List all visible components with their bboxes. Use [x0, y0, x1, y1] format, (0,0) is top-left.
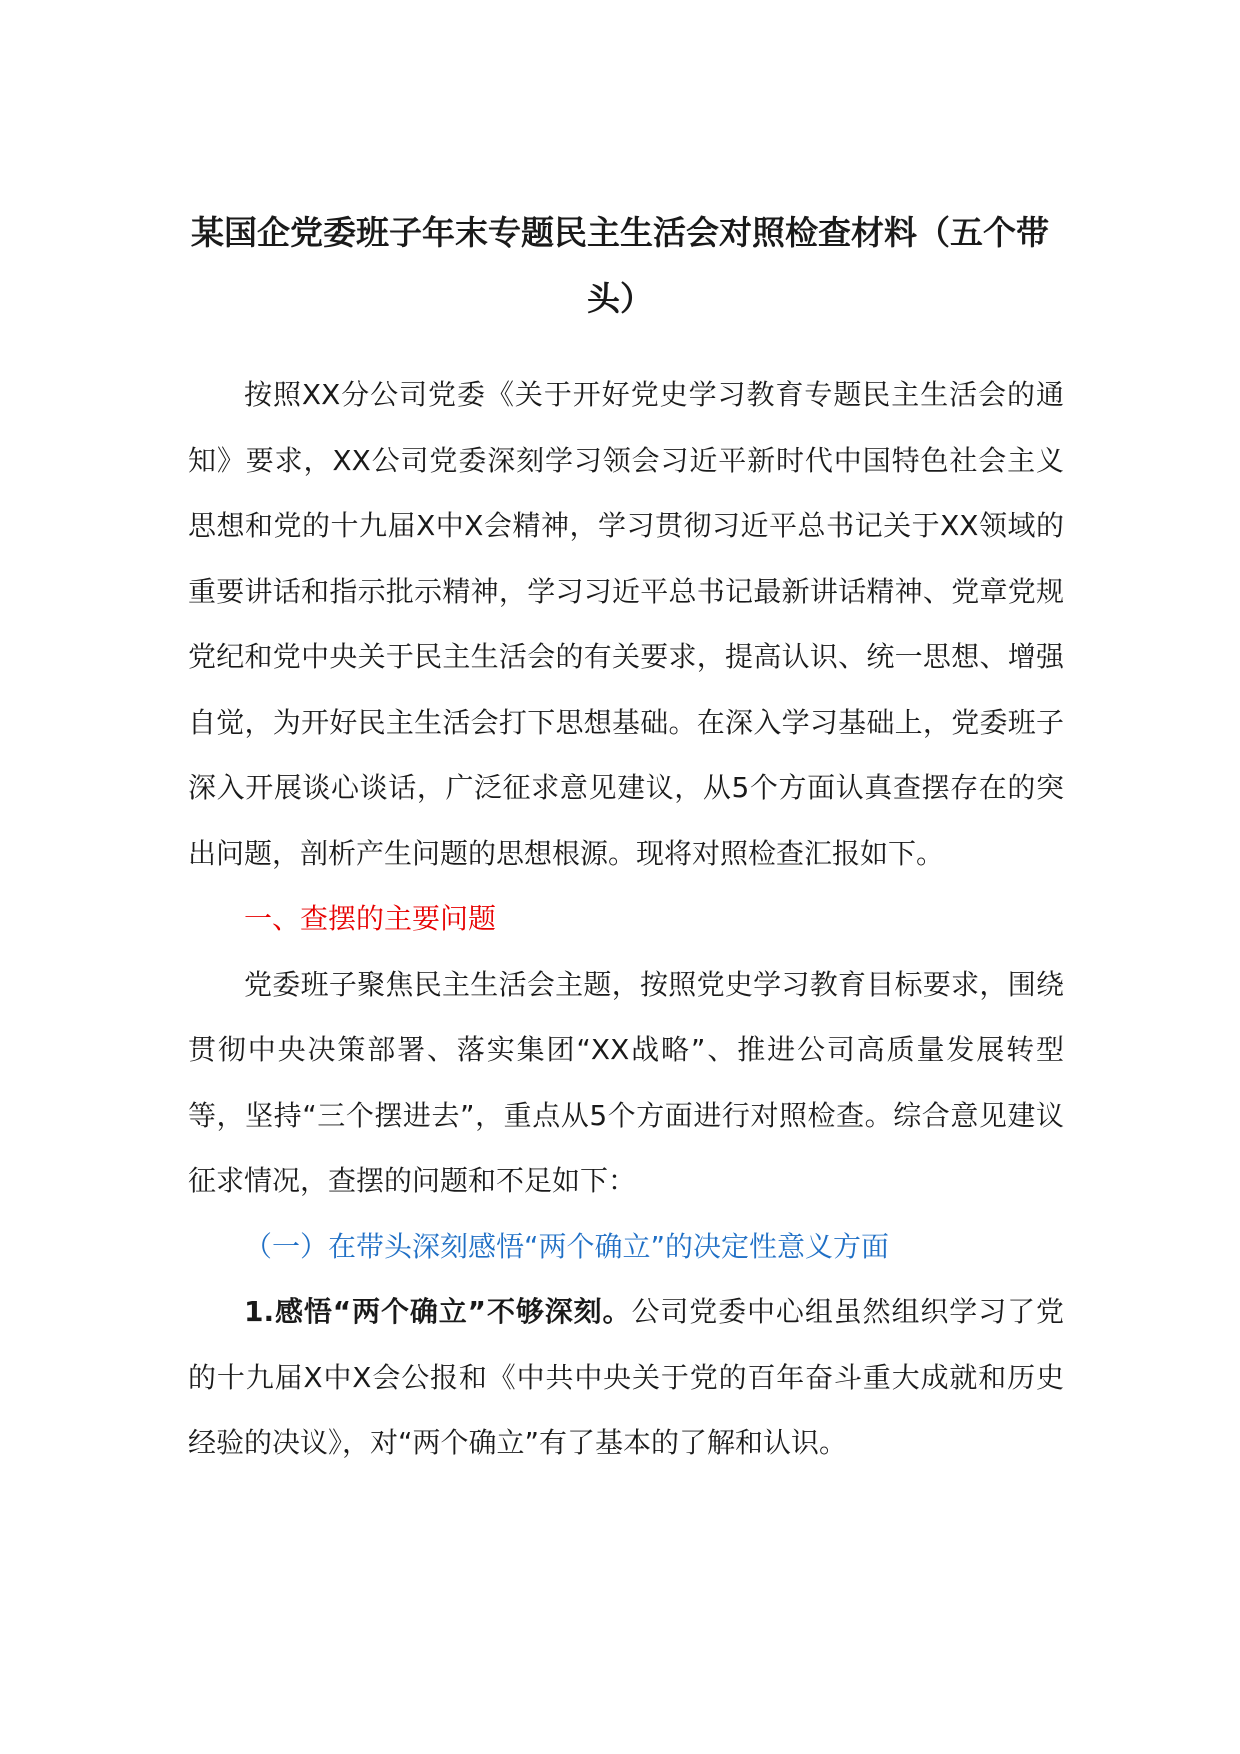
item-paragraph	[188, 1279, 1064, 1476]
intro-paragraph: 按照XX分公司党委《关于开好党史学习教育专题民主生活会的通知》要求，XX公司党委深刻学习领会习近平新时代中国特色社会主义思想和党的十九届X中X会精神，学习贯彻习近平总书记关于XX领域的重要讲话和指示批示精神，学习习近平总书记最新讲话精神、党章党规党纪和党中央关于民主生活会的有关要求，提高认识、统一思想、增强自觉，为开好民主生活会打下思想基础。在深入学习基础上，党委班子深入开展谈心谈话，广泛征求意见建议，从5个方面认真查摆存在的突出问题，剖析产生问题的思想根源。现将对照检查汇报如下。	[188, 378, 1064, 870]
section-heading: 一、查摆的主要问题	[244, 902, 497, 935]
section-paragraph: 党委班子聚焦民主生活会主题，按照党史学习教育目标要求，围绕贯彻中央决策部署、落实集团“XX战略”、推进公司高质量发展转型等，坚持“三个摆进去”，重点从5个方面进行对照检查。综合意见建议征求情况，查摆的问题和不足如下：	[188, 967, 1064, 1197]
item-lead: 1.感悟“两个确立”不够深刻。	[244, 1295, 632, 1328]
subsection-heading: （一）在带头深刻感悟“两个确立”的决定性意义方面	[244, 1229, 890, 1263]
document-body	[188, 362, 1064, 1476]
item-body: 公司党委中心组虽然组织学习了党的十九届X中X会公报和《中共中央关于党的百年奋斗重大成就和历史经验的决议》，对“两个确立”有了基本的了解和认识。	[188, 1295, 1064, 1459]
document-title: 某国企党委班子年末专题民主生活会对照检查材料（五个带头）	[191, 213, 1049, 318]
